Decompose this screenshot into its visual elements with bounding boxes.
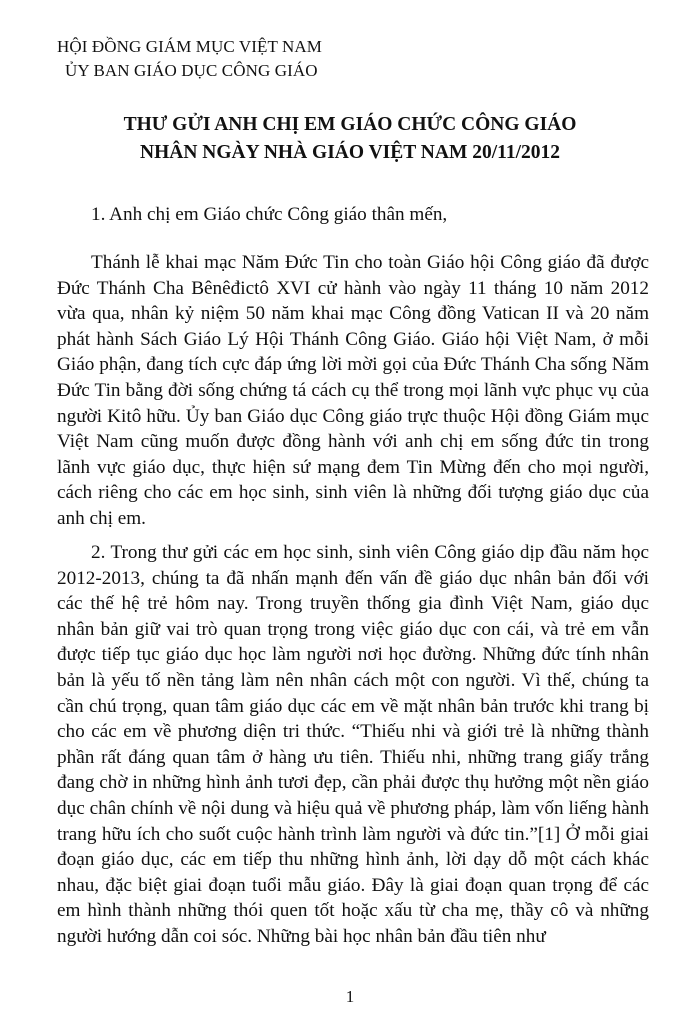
body-paragraph-1: Thánh lễ khai mạc Năm Đức Tin cho toàn Giáo hội Công giáo đã được Đức Thánh Cha Bênêđictô XVI cử hành vào ngày 11 tháng 10 năm 2012 vừa qua, nhân kỷ niệm 50 năm khai mạc Công đồng Vatican II và 20 năm phát hành Sách Giáo Lý Hội Thánh Công Giáo. Giáo hội Việt Nam, ở mỗi Giáo phận, đang tích cực đáp ứng lời mời gọi của Đức Thánh Cha sống Năm Đức Tin bằng đời sống chứng tá cách cụ thể trong mọi lãnh vực phục vụ của người Kitô hữu. Ủy ban Giáo dục Công giáo trực thuộc Hội đồng Giám mục Việt Nam cũng muốn được đồng hành với anh chị em sống đức tin trong lãnh vực giáo dục, thực hiện sứ mạng đem Tin Mừng đến cho mọi người, cách riêng cho các em học sinh, sinh viên là những đối tượng giáo dục của anh chị em. [57, 252, 649, 529]
page-number: 1 [345, 987, 355, 1006]
organization-name: HỘI ĐỒNG GIÁM MỤC VIỆT NAM [57, 37, 322, 56]
letter-title-line-2: NHÂN NGÀY NHÀ GIÁO VIỆT NAM 20/11/2012 [139, 142, 560, 163]
letter-title-line-1: THƯ GỬI ANH CHỊ EM GIÁO CHỨC CÔNG GIÁO [123, 114, 577, 135]
salutation-paragraph: 1. Anh chị em Giáo chức Công giáo thân mến, [91, 204, 448, 225]
body-paragraph-2: 2. Trong thư gửi các em học sinh, sinh viên Công giáo dịp đầu năm học 2012-2013, chúng ta đã nhấn mạnh đến vấn đề giáo dục nhân bản đối với các thế hệ trẻ hôm nay. Trong truyền thống gia đình Việt Nam, giáo dục nhân bản giữ vai trò quan trọng trong việc giáo dục con cái, và trẻ em vẫn được tiếp tục giáo dục học làm người nơi học đường. Những đức tính nhân bản là yếu tố nền tảng làm nên nhân cách một con người. Vì thế, chúng ta cần chú trọng, quan tâm giáo dục các em về mặt nhân bản trước khi trang bị cho các em về phương diện tri thức. “Thiếu nhi và giới trẻ là những thành phần rất đáng quan tâm ở hàng ưu tiên. Thiếu nhi, những trang giấy trắng đang chờ in những hình ảnh tươi đẹp, cần phải được thụ hưởng một nền giáo dục chân chính về nội dung và hiệu quả về phương pháp, làm vốn liếng hành trang hữu ích cho suốt cuộc hành trình làm người và đức tin.”[1] Ở mỗi giai đoạn giáo dục, các em tiếp thu những hình ảnh, lời dạy dỗ một cách khác nhau, đặc biệt giai đoạn tuổi mẫu giáo. Đây là giai đoạn quan trọng để các em hình thành những thói quen tốt hoặc xấu từ cha mẹ, thầy cô và những người hướng dẫn coi sóc. Những bài học nhân bản đầu tiên như [57, 542, 649, 947]
committee-name: ỦY BAN GIÁO DỤC CÔNG GIÁO [65, 61, 318, 80]
